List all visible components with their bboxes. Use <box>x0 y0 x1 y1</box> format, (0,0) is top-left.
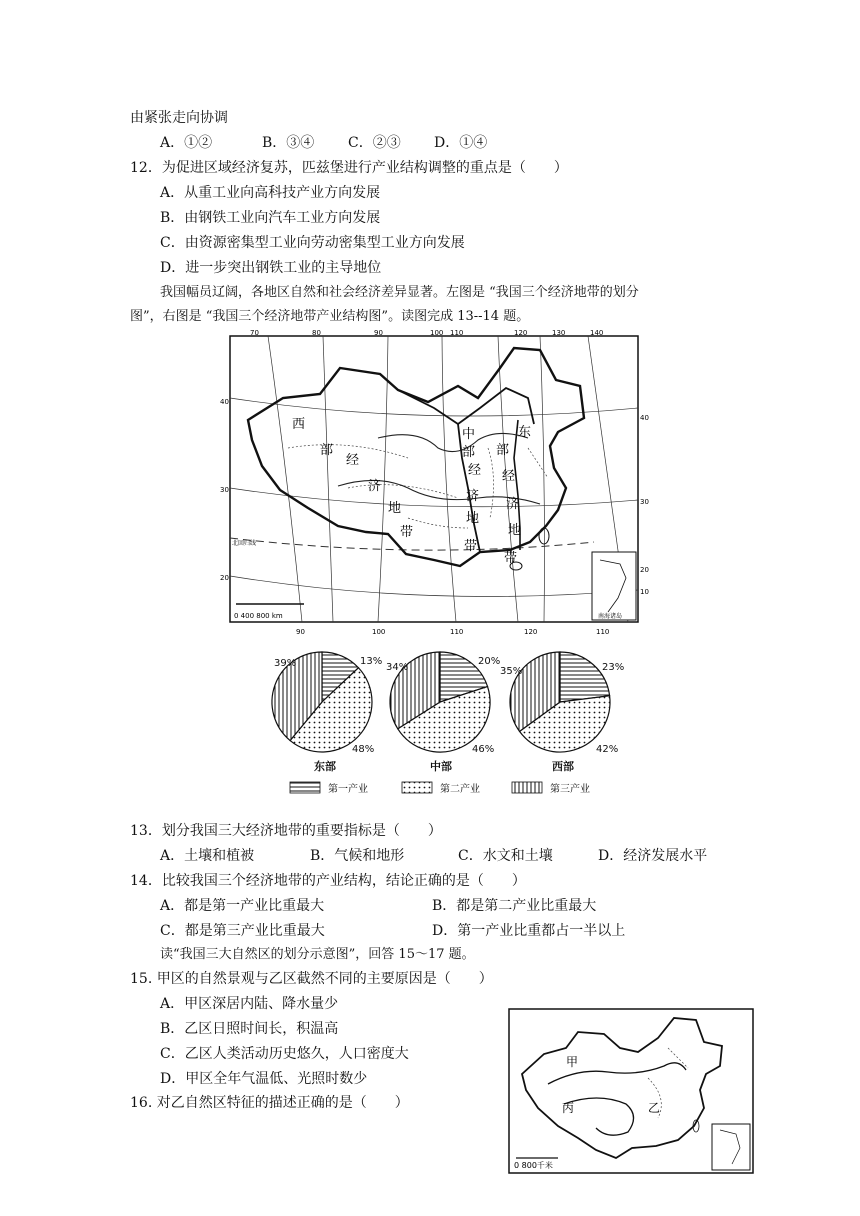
q13-option-b[interactable]: B．气候和地形 <box>310 848 405 864</box>
zone-char: 地 <box>388 501 402 516</box>
question-14: 14．比较我国三个经济地带的产业结构，结论正确的是（ ） <box>130 873 526 889</box>
legend-swatch-secondary <box>402 782 432 793</box>
question-16: 16. 对乙自然区特征的描述正确的是（ ） <box>130 1095 409 1111</box>
zone-char: 地 <box>508 523 522 538</box>
map-tick: 110 <box>450 628 464 636</box>
question-13: 13．划分我国三大经济地带的重要指标是（ ） <box>130 823 442 839</box>
text-line-continuation: 由紧张走向协调 <box>130 110 228 126</box>
legend-swatch-primary <box>290 782 320 793</box>
q14-option-d[interactable]: D．第一产业比重都占一半以上 <box>432 923 626 939</box>
west-pie-slice-1 <box>560 652 610 702</box>
q12-option-b[interactable]: B．由钢铁工业向汽车工业方向发展 <box>160 210 381 226</box>
q11-option-a[interactable]: A．①② <box>160 135 213 151</box>
q15-option-c[interactable]: C．乙区人类活动历史悠久，人口密度大 <box>160 1046 409 1062</box>
zone-char: 中 <box>462 427 476 442</box>
map-scale: 0 400 800 km <box>234 612 283 620</box>
tropic-label: 北回归线 <box>232 540 257 547</box>
q11-option-b[interactable]: B．③④ <box>262 135 315 151</box>
q13-option-d[interactable]: D．经济发展水平 <box>598 848 708 864</box>
zone-char: 部 <box>320 443 334 458</box>
zone-char: 部 <box>496 443 510 458</box>
intro-paragraph-2: 读“我国三大自然区的划分示意图”，回答 15～17 题。 <box>160 947 475 962</box>
legend-secondary: 第二产业 <box>440 784 480 795</box>
west-secondary-label: 42% <box>596 744 619 755</box>
east-secondary-label: 48% <box>352 744 375 755</box>
economic-zones-map <box>220 328 649 638</box>
q12-option-a[interactable]: A．从重工业向高科技产业方向发展 <box>160 185 381 201</box>
q11-option-c[interactable]: C．②③ <box>348 135 401 151</box>
map-tick: 90 <box>296 628 305 636</box>
map-tick: 130 <box>552 329 566 337</box>
map-tick: 140 <box>590 329 604 337</box>
q15-option-b[interactable]: B．乙区日照时间长，积温高 <box>160 1021 339 1037</box>
q11-option-d[interactable]: D．①④ <box>434 135 488 151</box>
q15-option-d[interactable]: D．甲区全年气温低、光照时数少 <box>160 1071 368 1087</box>
map2-scale: 0 800千米 <box>514 1161 553 1170</box>
central-primary-label: 20% <box>478 656 501 667</box>
q14-option-c[interactable]: C．都是第三产业比重最大 <box>160 923 325 939</box>
pie-title-central: 中部 <box>430 760 452 773</box>
intro-paragraph-line1: 我国幅员辽阔，各地区自然和社会经济差异显著。左图是 “我国三个经济地带的划分 <box>160 285 639 300</box>
east-primary-label: 13% <box>360 656 383 667</box>
west-primary-label: 23% <box>602 662 625 673</box>
map-tick: 70 <box>250 329 259 337</box>
map-tick: 40 <box>640 414 649 422</box>
region-label-yi: 乙 <box>648 1101 661 1115</box>
central-tertiary-label: 34% <box>386 662 409 673</box>
map-tick: 20 <box>640 566 649 574</box>
map-tick: 100 <box>430 329 444 337</box>
region-label-bing: 丙 <box>562 1101 575 1115</box>
map-tick: 40 <box>220 398 229 406</box>
map-tick: 80 <box>312 329 321 337</box>
zone-char: 济 <box>466 489 480 504</box>
q14-option-a[interactable]: A．都是第一产业比重最大 <box>160 898 325 914</box>
zone-char: 济 <box>368 479 382 494</box>
map-tick: 30 <box>220 486 229 494</box>
inset-label: 南海诸岛 <box>598 613 623 620</box>
map-tick: 110 <box>450 329 464 337</box>
q13-option-a[interactable]: A．土壤和植被 <box>160 848 255 864</box>
east-tertiary-label: 39% <box>274 658 297 669</box>
zone-char: 部 <box>462 445 476 460</box>
pie-title-west: 西部 <box>552 760 574 773</box>
question-15: 15. 甲区的自然景观与乙区截然不同的主要原因是（ ） <box>130 971 493 987</box>
zone-char: 经 <box>468 463 482 478</box>
map-tick: 30 <box>640 498 649 506</box>
zone-char: 西 <box>292 417 306 432</box>
map-tick: 10 <box>640 588 649 596</box>
zone-char: 东 <box>518 425 532 440</box>
map-tick: 20 <box>220 574 229 582</box>
region-label-jia: 甲 <box>566 1055 579 1069</box>
legend-swatch-tertiary <box>512 782 542 793</box>
central-secondary-label: 46% <box>472 744 495 755</box>
map-tick: 110 <box>596 628 610 636</box>
q14-option-b[interactable]: B．都是第二产业比重最大 <box>432 898 597 914</box>
legend-primary: 第一产业 <box>328 784 368 795</box>
q13-option-c[interactable]: C．水文和土壤 <box>458 848 553 864</box>
zone-char: 济 <box>506 497 520 512</box>
west-tertiary-label: 35% <box>500 666 523 677</box>
zone-char: 经 <box>502 469 516 484</box>
zone-char: 地 <box>466 511 480 526</box>
q15-option-a[interactable]: A．甲区深居内陆、降水量少 <box>160 996 339 1012</box>
zone-char: 带 <box>504 551 518 566</box>
map-tick: 100 <box>372 628 386 636</box>
zone-char: 经 <box>346 453 360 468</box>
natural-regions-map <box>508 1008 754 1174</box>
map-tick: 120 <box>514 329 528 337</box>
intro-paragraph-line2: 图”，右图是 “我国三个经济地带产业结构图”。读图完成 13--14 题。 <box>130 309 530 324</box>
question-12: 12．为促进区域经济复苏，匹兹堡进行产业结构调整的重点是（ ） <box>130 160 568 176</box>
q12-option-d[interactable]: D．进一步突出钢铁工业的主导地位 <box>160 260 382 276</box>
industry-structure-pie-charts <box>262 650 625 802</box>
q12-option-c[interactable]: C．由资源密集型工业向劳动密集型工业方向发展 <box>160 235 465 251</box>
legend-tertiary: 第三产业 <box>550 784 590 795</box>
pie-title-east: 东部 <box>314 760 336 773</box>
map-tick: 90 <box>374 329 383 337</box>
zone-char: 带 <box>400 525 414 540</box>
zone-char: 带 <box>464 539 478 554</box>
map-tick: 120 <box>524 628 538 636</box>
